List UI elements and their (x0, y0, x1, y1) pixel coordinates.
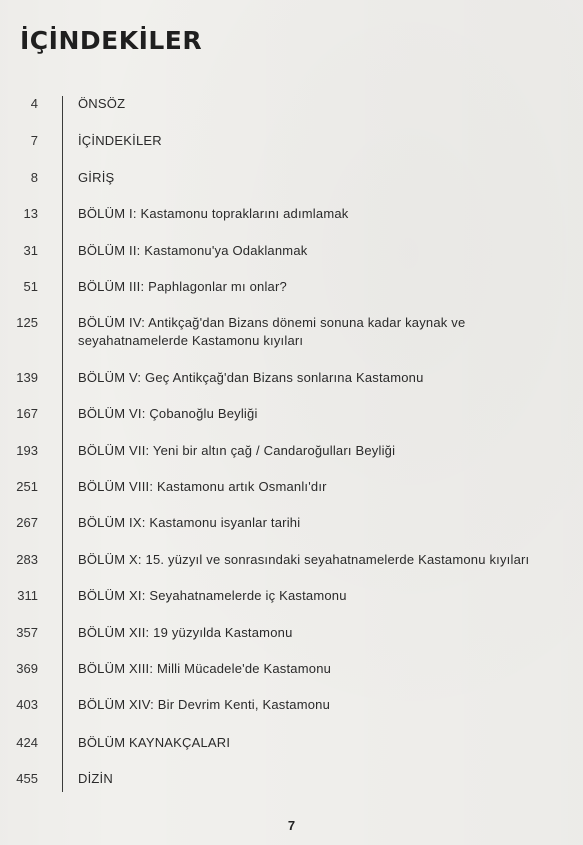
toc-page-number: 311 (17, 588, 38, 603)
toc-entry-title: BÖLÜM VII: Yeni bir altın çağ / Candaroğulları Beyliği (78, 443, 396, 458)
toc-entry-title: BÖLÜM XI: Seyahatnamelerde iç Kastamonu (78, 588, 347, 603)
toc-entry-title: BÖLÜM V: Geç Antikçağ'dan Bizans sonlarına Kastamonu (78, 370, 424, 385)
toc-page-number: 31 (23, 243, 38, 258)
toc-page-number: 267 (16, 515, 38, 530)
toc-page-number: 7 (30, 133, 38, 148)
toc-entry-title: BÖLÜM XIV: Bir Devrim Kenti, Kastamonu (78, 697, 331, 712)
toc-entry-title: BÖLÜM I: Kastamonu topraklarını adımlamak (78, 206, 349, 221)
toc-page-number: 125 (16, 315, 38, 330)
toc-entry-title: DİZİN (78, 771, 113, 786)
toc-page-number: 4 (30, 96, 38, 111)
toc-entry-title: BÖLÜM X: 15. yüzyıl ve sonrasındaki seyahatnamelerde Kastamonu kıyıları (78, 552, 530, 567)
toc-entry-title: ÖNSÖZ (78, 96, 126, 111)
toc-page-number: 167 (16, 406, 38, 421)
toc-entry-title: BÖLÜM XIII: Milli Mücadele'de Kastamonu (78, 661, 332, 676)
toc-entry-title: BÖLÜM VIII: Kastamonu artık Osmanlı'dır (78, 479, 327, 494)
toc-page-number: 51 (23, 279, 38, 294)
toc-entry-title: İÇİNDEKİLER (78, 133, 162, 148)
toc-entry-title: BÖLÜM III: Paphlagonlar mı onlar? (78, 279, 287, 294)
toc-entry-title: BÖLÜM VI: Çobanoğlu Beyliği (78, 406, 258, 421)
toc-page-number: 283 (16, 552, 38, 567)
toc-page-number: 403 (16, 697, 38, 712)
toc-page-number: 193 (16, 443, 38, 458)
toc-entry-title: GİRİŞ (78, 170, 115, 185)
toc-entry-title: BÖLÜM II: Kastamonu'ya Odaklanmak (78, 243, 308, 258)
toc-page-number: 251 (16, 479, 38, 494)
toc-entry-title: BÖLÜM KAYNAKÇALARI (78, 735, 231, 750)
toc-page-number: 424 (16, 735, 38, 750)
toc-page-number: 8 (30, 170, 38, 185)
page-title: İÇİNDEKİLER (20, 26, 203, 55)
toc-entry-title: BÖLÜM IV: Antikçağ'dan Bizans dönemi sonuna kadar kaynak ve seyahatnamelerde Kastamonu kıyıları (78, 315, 466, 348)
toc-page-number: 13 (23, 206, 38, 221)
page-number: 7 (287, 818, 296, 833)
toc-page-number: 455 (16, 771, 38, 786)
toc-page-number: 139 (16, 370, 38, 385)
toc-entry-title: BÖLÜM XII: 19 yüzyılda Kastamonu (78, 625, 293, 640)
toc-page-number: 357 (16, 625, 38, 640)
toc-entry-title: BÖLÜM IX: Kastamonu isyanlar tarihi (78, 515, 301, 530)
toc-page-number: 369 (16, 661, 38, 676)
toc-divider-line (62, 96, 63, 792)
